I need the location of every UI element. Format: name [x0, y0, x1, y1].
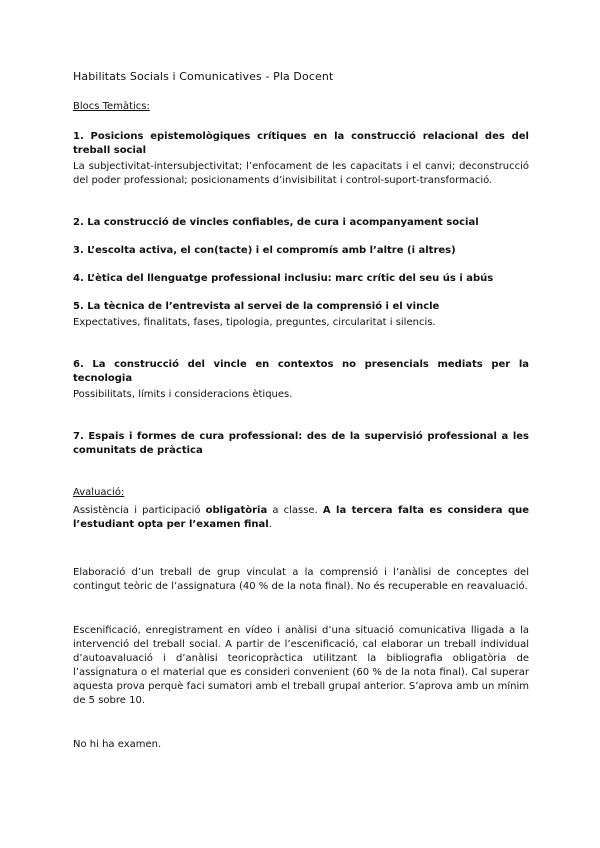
- bloc-3: [73, 244, 529, 258]
- bloc-heading: 1. Posicions epistemològiques crítiques en la construcció relacional des del treball social: [73, 131, 529, 156]
- bloc-1: [73, 130, 529, 188]
- assistencia-text-2: a classe.: [267, 505, 323, 516]
- bloc-7: [73, 430, 529, 458]
- bloc-heading: 5. La tècnica de l’entrevista al servei de la comprensió i el vincle: [73, 301, 440, 312]
- document-title: Habilitats Socials i Comunicatives - Pla Docent: [73, 70, 334, 83]
- avaluacio-section: [73, 504, 529, 752]
- bloc-description: Expectatives, finalitats, fases, tipologia, preguntes, circularitat i silencis.: [73, 317, 436, 328]
- tercera-falta-emphasis: A la tercera falta es considera que l’estudiant opta per l’examen final: [73, 505, 529, 530]
- document-page: [73, 70, 529, 782]
- obligatoria-emphasis: obligatòria: [205, 505, 268, 516]
- bloc-2: [73, 216, 529, 230]
- bloc-heading: 4. L’ètica del llenguatge professional inclusiu: marc crític del seu ús i abús: [73, 273, 494, 284]
- bloc-4: [73, 272, 529, 286]
- assistencia-period: .: [268, 519, 272, 530]
- no-examen-paragraph: No hi ha examen.: [73, 739, 162, 750]
- blocs-heading: Blocs Temàtics:: [73, 101, 150, 112]
- bloc-6: [73, 358, 529, 402]
- escenificacio-paragraph: Escenificació, enregistrament en vídeo i anàlisi d’una situació comunicativa lligada a la intervenció del treball social. A partir de l’escenificació, cal elaborar un treball individual d’autoavaluació i d’anàlisi teoricopràctica utilitzant la bibliografia obligatòria de l’assignatura o el material que es consideri convenient (60 % de la nota final). Cal superar aquesta prova perquè faci sumatori amb el treball grupal anterior. S’aprova amb un mínim de 5 sobre 10.: [73, 625, 529, 706]
- treball-grup-paragraph: Elaboració d’un treball de grup vinculat a la comprensió i l’anàlisi de conceptes del contingut teòric de l’assignatura (40 % de la nota final). No és recuperable en reavaluació.: [73, 567, 529, 592]
- bloc-heading: 3. L’escolta activa, el con(tacte) i el compromís amb l’altre (i altres): [73, 245, 456, 256]
- bloc-heading: 6. La construcció del vincle en contextos no presencials mediats per la tecnologia: [73, 359, 529, 384]
- avaluacio-heading: Avaluació:: [73, 487, 125, 498]
- bloc-description: La subjectivitat-intersubjectivitat; l’enfocament de les capacitats i el canvi; deconstrucció del poder professional; posicionaments d’invisibilitat i control-suport-transformació.: [73, 161, 529, 186]
- assistencia-paragraph: [73, 504, 529, 532]
- bloc-heading: 2. La construcció de vincles confiables, de cura i acompanyament social: [73, 217, 479, 228]
- bloc-5: [73, 300, 529, 330]
- assistencia-text: Assistència i participació: [73, 505, 206, 516]
- bloc-description: Possibilitats, límits i consideracions ètiques.: [73, 389, 293, 400]
- bloc-heading: 7. Espais i formes de cura professional: des de la supervisió professional a les comunitats de pràctica: [73, 431, 529, 456]
